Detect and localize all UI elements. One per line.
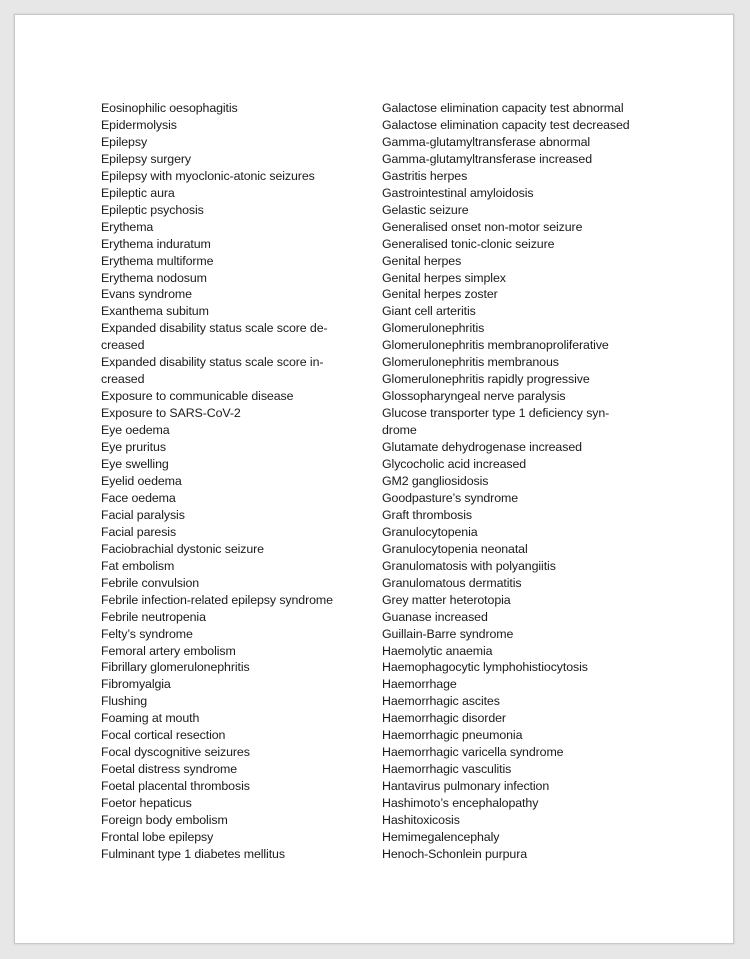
term-list-item (101, 626, 363, 643)
term-list-item (382, 626, 657, 643)
term-text: Eye pruritus (101, 440, 166, 455)
term-text: Foetal placental thrombosis (101, 779, 250, 794)
term-text: Guillain-Barre syndrome (382, 626, 514, 641)
term-list-item (101, 609, 363, 626)
term-text: Hantavirus pulmonary infection (382, 779, 550, 794)
term-list-item (101, 761, 363, 778)
term-list-item (382, 405, 657, 439)
term-text: Giant cell arteritis (382, 304, 476, 319)
term-text: Granulocytopenia (382, 524, 478, 539)
term-text: Hemimegalencephaly (382, 829, 500, 844)
term-list-item (101, 727, 363, 744)
term-list-item (382, 320, 657, 337)
term-text: Expanded disability status scale score de- (101, 321, 328, 336)
term-list-item (382, 270, 657, 287)
term-text: Erythema induratum (101, 236, 211, 251)
term-text: Frontal lobe epilepsy (101, 829, 214, 844)
term-text: Fibrillary glomerulonephritis (101, 660, 250, 675)
term-list-item (382, 592, 657, 609)
term-text: Felty’s syndrome (101, 626, 193, 641)
term-list-item (382, 761, 657, 778)
term-list-item (101, 202, 363, 219)
term-list-item (382, 676, 657, 693)
term-text: Granulomatosis with polyangiitis (382, 558, 556, 573)
term-list-item (101, 388, 363, 405)
term-text: Galactose elimination capacity test abnormal (382, 101, 624, 115)
term-text: Eye oedema (101, 423, 170, 438)
term-text: Haemorrhagic vasculitis (382, 762, 512, 777)
term-list-item (101, 405, 363, 422)
term-text: Eosinophilic oesophagitis (101, 101, 238, 115)
term-list-item (101, 219, 363, 236)
term-text: Haemorrhagic varicella syndrome (382, 745, 564, 760)
term-list-item (382, 744, 657, 761)
term-text: Glucose transporter type 1 deficiency syn- (382, 406, 610, 421)
term-list-item (101, 303, 363, 320)
term-list-item (101, 117, 363, 134)
term-list-item (382, 659, 657, 676)
term-text: creased (101, 372, 145, 387)
term-list-item (101, 524, 363, 541)
term-list-item (382, 388, 657, 405)
term-list-item (101, 507, 363, 524)
term-list-item (382, 185, 657, 202)
term-list-item (101, 320, 363, 354)
term-list-item (101, 541, 363, 558)
term-list-item (101, 270, 363, 287)
term-list-right-column (382, 100, 657, 863)
term-text: Faciobrachial dystonic seizure (101, 541, 264, 556)
term-list-item (382, 456, 657, 473)
term-text: Generalised onset non-motor seizure (382, 219, 583, 234)
term-text: Fulminant type 1 diabetes mellitus (101, 846, 285, 861)
term-text: Exanthema subitum (101, 304, 209, 319)
term-list-item (101, 151, 363, 168)
term-text: Glomerulonephritis membranoproliferative (382, 338, 609, 353)
term-list-item (382, 219, 657, 236)
term-text: Epilepsy surgery (101, 151, 191, 166)
term-text: Haemophagocytic lymphohistiocytosis (382, 660, 588, 675)
term-list-item (382, 710, 657, 727)
term-text: Face oedema (101, 490, 176, 505)
term-list-item (101, 710, 363, 727)
term-list-item (101, 829, 363, 846)
term-list-item (382, 693, 657, 710)
term-text: Haemolytic anaemia (382, 643, 493, 658)
term-text: Eyelid oedema (101, 473, 182, 488)
term-list-item (101, 286, 363, 303)
term-text: Gamma-glutamyltransferase increased (382, 151, 592, 166)
term-list-item (101, 812, 363, 829)
term-text: Erythema nodosum (101, 270, 207, 285)
term-list-item (101, 253, 363, 270)
term-list-item (101, 693, 363, 710)
term-text: Haemorrhage (382, 677, 457, 692)
term-text: Genital herpes simplex (382, 270, 506, 285)
term-list-item (101, 846, 363, 863)
term-list-item (101, 439, 363, 456)
term-text: Granulocytopenia neonatal (382, 541, 528, 556)
term-text: Erythema multiforme (101, 253, 214, 268)
term-text: Graft thrombosis (382, 507, 472, 522)
term-list-item (382, 117, 657, 134)
term-text: Genital herpes zoster (382, 287, 498, 302)
term-list-item (101, 643, 363, 660)
term-list-item (101, 236, 363, 253)
term-list-item (101, 134, 363, 151)
term-list-item (382, 236, 657, 253)
term-list-item (382, 337, 657, 354)
term-list-item (382, 253, 657, 270)
term-list-item (382, 541, 657, 558)
term-list-item (101, 456, 363, 473)
term-text: Epilepsy (101, 134, 148, 149)
term-text: Glomerulonephritis (382, 321, 485, 336)
term-list-item (101, 422, 363, 439)
term-text: Glutamate dehydrogenase increased (382, 440, 582, 455)
term-text: Foetor hepaticus (101, 796, 192, 811)
term-text: Fat embolism (101, 558, 175, 573)
term-text: Granulomatous dermatitis (382, 575, 522, 590)
term-text: Grey matter heterotopia (382, 592, 511, 607)
term-text: Foreign body embolism (101, 813, 228, 828)
term-list-item (101, 795, 363, 812)
term-list-item (101, 592, 363, 609)
term-list-item (382, 286, 657, 303)
term-list-item (101, 168, 363, 185)
term-list-item (382, 643, 657, 660)
term-list-item (382, 490, 657, 507)
term-list-item (382, 303, 657, 320)
term-text: Flushing (101, 694, 148, 709)
term-list-item (101, 100, 363, 117)
term-text: Glomerulonephritis membranous (382, 355, 559, 370)
term-text: Febrile convulsion (101, 575, 200, 590)
term-text: Haemorrhagic ascites (382, 694, 500, 709)
term-text: Expanded disability status scale score in- (101, 355, 324, 370)
term-list-item (382, 812, 657, 829)
term-list-item (382, 439, 657, 456)
term-text: Epileptic aura (101, 185, 175, 200)
term-list-item (101, 473, 363, 490)
term-text: Galactose elimination capacity test decreased (382, 117, 630, 132)
term-text: Glomerulonephritis rapidly progressive (382, 372, 590, 387)
term-list-item (101, 744, 363, 761)
term-text: Epidermolysis (101, 117, 177, 132)
term-text: creased (101, 338, 145, 353)
term-text: Febrile infection-related epilepsy syndrome (101, 592, 333, 607)
document-page (14, 14, 734, 944)
term-text: Gamma-glutamyltransferase abnormal (382, 134, 591, 149)
term-text: drome (382, 423, 417, 438)
term-list-item (101, 185, 363, 202)
term-list-item (101, 778, 363, 795)
term-list-item (382, 168, 657, 185)
term-list-item (101, 659, 363, 676)
term-text: Foetal distress syndrome (101, 762, 238, 777)
term-text: Focal dyscognitive seizures (101, 745, 250, 760)
term-text: Haemorrhagic pneumonia (382, 728, 523, 743)
term-text: Generalised tonic-clonic seizure (382, 236, 555, 251)
term-text: Glycocholic acid increased (382, 457, 527, 472)
term-text: Febrile neutropenia (101, 609, 206, 624)
term-text: GM2 gangliosidosis (382, 473, 489, 488)
term-text: Erythema (101, 219, 154, 234)
term-text: Henoch-Schonlein purpura (382, 846, 528, 861)
term-list-item (382, 558, 657, 575)
term-list-item (382, 134, 657, 151)
term-list-item (382, 524, 657, 541)
term-text: Hashitoxicosis (382, 813, 460, 828)
term-list-item (382, 151, 657, 168)
term-list-item (382, 795, 657, 812)
term-list-item (101, 354, 363, 388)
term-text: Evans syndrome (101, 287, 192, 302)
term-text: Guanase increased (382, 609, 488, 624)
term-list-item (382, 100, 657, 117)
term-text: Foaming at mouth (101, 711, 200, 726)
term-text: Gastrointestinal amyloidosis (382, 185, 534, 200)
term-list-item (382, 354, 657, 371)
term-text: Haemorrhagic disorder (382, 711, 506, 726)
term-text: Eye swelling (101, 457, 169, 472)
term-text: Facial paresis (101, 524, 177, 539)
term-list-item (382, 507, 657, 524)
term-list-item (382, 829, 657, 846)
term-text: Gastritis herpes (382, 168, 468, 183)
term-text: Hashimoto’s encephalopathy (382, 796, 539, 811)
term-text: Goodpasture’s syndrome (382, 490, 519, 505)
term-list-item (382, 846, 657, 863)
term-list-item (382, 371, 657, 388)
term-list-item (382, 778, 657, 795)
term-list-item (382, 473, 657, 490)
term-text: Exposure to communicable disease (101, 389, 294, 404)
term-list-item (101, 490, 363, 507)
term-text: Gelastic seizure (382, 202, 469, 217)
term-text: Focal cortical resection (101, 728, 226, 743)
term-text: Facial paralysis (101, 507, 185, 522)
term-text: Glossopharyngeal nerve paralysis (382, 389, 566, 404)
term-list-item (101, 558, 363, 575)
term-text: Femoral artery embolism (101, 643, 236, 658)
term-list-item (382, 575, 657, 592)
term-list-item (382, 609, 657, 626)
term-list-item (382, 727, 657, 744)
term-text: Fibromyalgia (101, 677, 171, 692)
term-text: Exposure to SARS-CoV-2 (101, 406, 241, 421)
term-list-left-column (101, 100, 363, 863)
term-text: Genital herpes (382, 253, 462, 268)
term-list-item (382, 202, 657, 219)
term-list-item (101, 575, 363, 592)
term-list-item (101, 676, 363, 693)
term-text: Epilepsy with myoclonic-atonic seizures (101, 168, 315, 183)
term-text: Epileptic psychosis (101, 202, 204, 217)
